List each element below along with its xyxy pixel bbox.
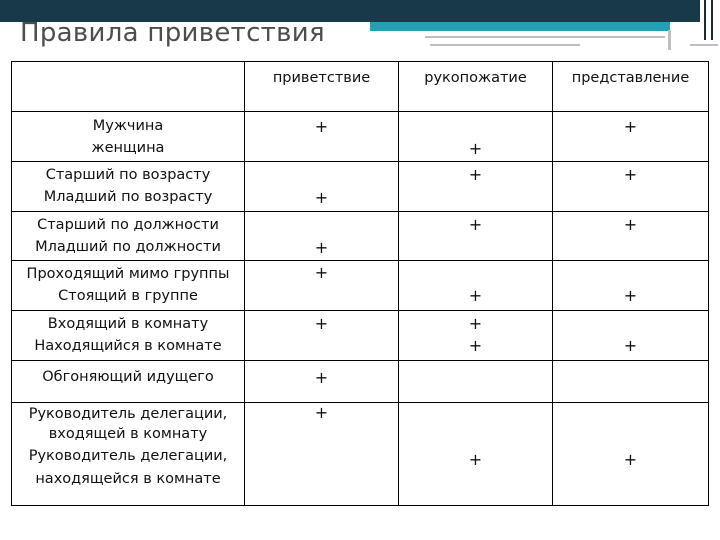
handshake-cell: [399, 162, 553, 212]
row-label-cell: [12, 361, 245, 403]
plus-mark: +: [468, 165, 483, 184]
row-label: Младший по должности: [35, 239, 221, 255]
plus-mark: +: [314, 403, 329, 422]
plus-mark: +: [314, 188, 329, 207]
header-cell-greeting: приветствие: [245, 62, 399, 112]
introduction-cell: [553, 261, 709, 311]
row-label-cell: [12, 403, 245, 506]
greeting-cell: [245, 403, 399, 506]
row-label: женщина: [91, 140, 165, 156]
handshake-cell: [399, 212, 553, 261]
header-bar-teal: [370, 22, 670, 31]
row-label: Стоящий в группе: [58, 288, 198, 304]
handshake-cell: [399, 403, 553, 506]
header-cell-empty: [12, 62, 245, 112]
plus-mark: +: [468, 450, 483, 469]
row-label: Старший по должности: [37, 217, 219, 233]
table-header-row: [12, 62, 709, 112]
greeting-cell: [245, 112, 399, 162]
row-label: Обгоняющий идущего: [42, 369, 214, 385]
greeting-cell: [245, 311, 399, 361]
greeting-cell: [245, 162, 399, 212]
table-row: [12, 261, 709, 311]
title-underline-1: [425, 36, 665, 38]
plus-mark: +: [468, 314, 483, 333]
title-underline-3: [668, 30, 671, 50]
plus-mark: +: [314, 314, 329, 333]
table-row: [12, 403, 709, 506]
plus-mark: +: [314, 117, 329, 136]
handshake-cell: [399, 261, 553, 311]
plus-mark: +: [623, 286, 638, 305]
plus-mark: +: [314, 238, 329, 257]
row-label: Руководитель делегации,: [28, 448, 228, 464]
plus-mark: +: [468, 215, 483, 234]
introduction-cell: [553, 162, 709, 212]
row-label-cell: [12, 261, 245, 311]
table-row: [12, 311, 709, 361]
row-label: Проходящий мимо группы: [26, 266, 230, 282]
row-label: Находящийся в комнате: [34, 338, 222, 354]
row-label: Старший по возрасту: [45, 167, 211, 183]
row-label: Руководитель делегации,: [28, 406, 228, 422]
corner-accent: [700, 0, 720, 22]
title-underline-4: [690, 44, 718, 46]
handshake-cell: [399, 112, 553, 162]
greeting-cell: [245, 212, 399, 261]
greeting-cell: [245, 361, 399, 403]
row-label: находящейся в комнате: [35, 471, 221, 487]
plus-mark: +: [623, 450, 638, 469]
row-label-cell: [12, 212, 245, 261]
greeting-rules-table: [11, 61, 709, 506]
plus-mark: +: [623, 117, 638, 136]
introduction-cell: [553, 403, 709, 506]
row-label-cell: [12, 112, 245, 162]
greeting-cell: [245, 261, 399, 311]
row-label: Входящий в комнату: [47, 316, 209, 332]
plus-mark: +: [623, 215, 638, 234]
introduction-cell: [553, 311, 709, 361]
table-row: [12, 361, 709, 403]
corner-accent-line: [704, 0, 706, 40]
plus-mark: +: [314, 263, 329, 282]
header-cell-handshake: рукопожатие: [399, 62, 553, 112]
row-label-cell: [12, 162, 245, 212]
row-label: входящей в комнату: [48, 426, 208, 442]
introduction-cell: [553, 361, 709, 403]
handshake-cell: [399, 311, 553, 361]
plus-mark: +: [314, 368, 329, 387]
introduction-cell: [553, 112, 709, 162]
plus-mark: +: [623, 336, 638, 355]
corner-accent-line-2: [711, 0, 713, 40]
table-row: [12, 112, 709, 162]
row-label: Младший по возрасту: [43, 189, 213, 205]
introduction-cell: [553, 212, 709, 261]
row-label: Мужчина: [92, 118, 164, 134]
handshake-cell: [399, 361, 553, 403]
slide-title: Правила приветствия: [20, 18, 325, 48]
table-row: [12, 162, 709, 212]
plus-mark: +: [623, 165, 638, 184]
plus-mark: +: [468, 139, 483, 158]
table-row: [12, 212, 709, 261]
title-underline-2: [430, 44, 580, 46]
plus-mark: +: [468, 336, 483, 355]
plus-mark: +: [468, 286, 483, 305]
header-cell-introduction: представление: [553, 62, 709, 112]
row-label-cell: [12, 311, 245, 361]
